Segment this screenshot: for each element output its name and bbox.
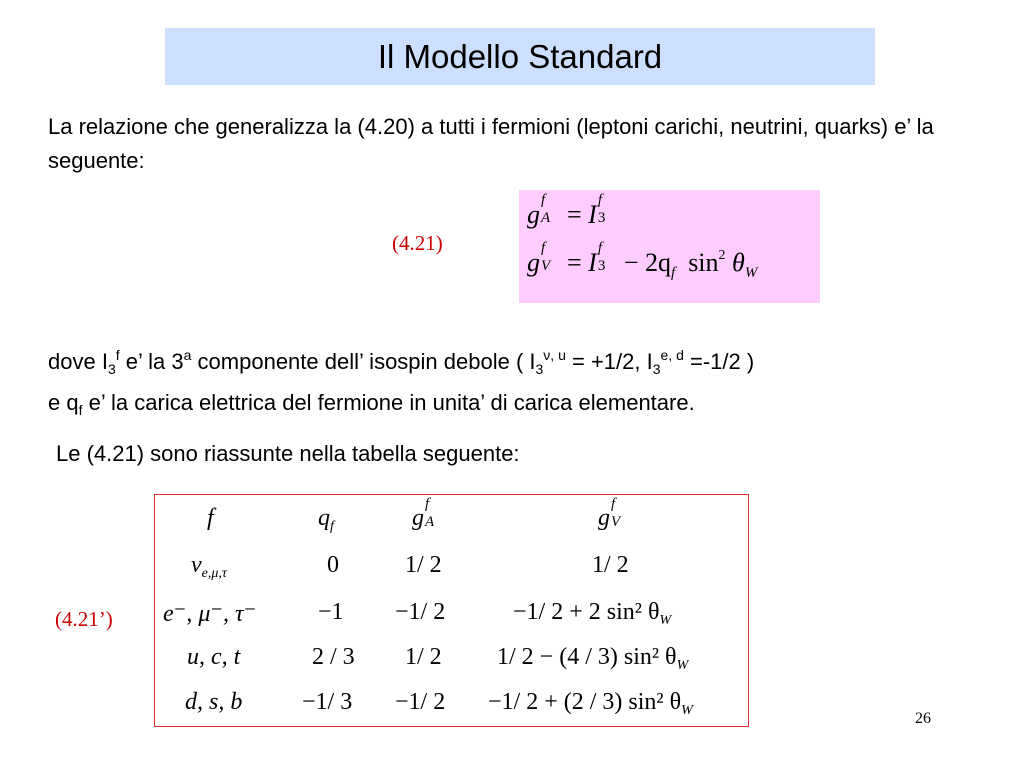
formula-sup: f (597, 192, 603, 208)
header-symbol: q (318, 505, 330, 531)
header-sub: V (611, 514, 621, 530)
table-cell-q: −1 (318, 599, 344, 625)
formula-sup: 2 (718, 248, 726, 263)
formula-eq: = (567, 200, 582, 229)
table-cell-ga: −1/ 2 (395, 599, 446, 625)
formula-symbol: g (527, 248, 540, 277)
text-span: e q (48, 390, 79, 415)
text-sub: 3 (107, 361, 116, 377)
table-cell-q: −1/ 3 (302, 689, 353, 715)
header-sub: f (330, 519, 334, 534)
table-header-f: f (207, 505, 214, 531)
table-cell-gv (513, 599, 671, 629)
table-cell-particle: d, s, b (185, 689, 243, 715)
text-span: = +1/2, I (565, 349, 653, 374)
text-sub: 3 (652, 361, 661, 377)
text-span: e’ la 3 (119, 349, 184, 374)
formula-sub: f (671, 265, 676, 281)
table-cell-particle (191, 552, 227, 582)
text-sup: ν, u (543, 347, 566, 363)
page-number: 26 (915, 710, 931, 727)
equation-label-prime: (4.21’) (55, 607, 113, 631)
text-span: componente dell’ isospin debole ( I (191, 349, 536, 374)
text-span: dove I (48, 349, 108, 374)
text-sub: 3 (535, 361, 544, 377)
formula-symbol: θ (732, 248, 745, 277)
text-sup: f (115, 347, 120, 363)
table-cell-particle: e⁻, μ⁻, τ⁻ (163, 601, 257, 627)
header-sup: f (611, 496, 616, 512)
formula-sub: 3 (597, 258, 606, 274)
text-sup: a (183, 347, 192, 363)
table-header-q (318, 505, 334, 535)
formula-term: − 2q (623, 248, 672, 277)
title-banner (165, 28, 875, 85)
gv-expression: −1/ 2 + (2 / 3) sin² θ (488, 689, 682, 715)
table-cell-q: 2 / 3 (312, 644, 355, 670)
definition-paragraph (48, 338, 1008, 427)
formula-sub: W (744, 265, 758, 281)
table-header-gv (598, 496, 622, 532)
definition-line-1 (48, 338, 1008, 386)
summary-table (154, 494, 749, 727)
slide-title: Il Modello Standard (377, 37, 663, 75)
intro-paragraph: La relazione che generalizza la (4.20) a tutti i fermioni (leptoni carichi, neutrini, quarks) e’ la seguente: (48, 114, 934, 173)
header-symbol: g (598, 505, 610, 531)
table-cell-gv: 1/ 2 (592, 552, 629, 578)
table-intro: Le (4.21) sono riassunte nella tabella seguente: (56, 441, 520, 466)
table-cell-ga: 1/ 2 (405, 552, 442, 578)
text-span: e’ la carica elettrica del fermione in unita’ di carica elementare. (82, 390, 695, 415)
header-sup: f (425, 496, 430, 512)
header-symbol: g (412, 505, 424, 531)
formula-symbol: I (588, 200, 597, 229)
text-span: =-1/2 ) (683, 349, 755, 374)
formula-eq: = (567, 248, 582, 277)
table-cell-q: 0 (327, 552, 339, 578)
formula-sub: A (541, 210, 551, 226)
gv-sub: W (659, 613, 672, 628)
formula-row-ga (527, 192, 611, 230)
gv-sub: W (681, 703, 693, 718)
definition-line-2 (48, 386, 1008, 427)
header-sub: A (425, 514, 435, 530)
table-cell-gv (488, 689, 693, 719)
formula-box (519, 190, 820, 303)
gv-expression: −1/ 2 + 2 sin² θ (513, 599, 660, 625)
table-cell-particle: u, c, t (187, 644, 241, 670)
gv-sub: W (676, 658, 689, 673)
formula-symbol: I (588, 248, 597, 277)
formula-sup: f (597, 240, 603, 256)
formula-symbol: g (527, 200, 540, 229)
formula-sup: f (541, 240, 546, 256)
table-cell-ga: 1/ 2 (405, 644, 442, 670)
formula-sup: f (541, 192, 546, 208)
table-cell-ga: −1/ 2 (395, 689, 446, 715)
formula-func: sin (688, 248, 719, 277)
formula-sub: 3 (597, 210, 606, 226)
text-sub: f (78, 402, 83, 418)
text-sup: e, d (660, 347, 684, 363)
equation-label: (4.21) (392, 231, 443, 255)
particle-symbol: ν (191, 552, 202, 578)
gv-expression: 1/ 2 − (4 / 3) sin² θ (497, 644, 677, 670)
particle-sub: e,μ,τ (201, 566, 227, 581)
formula-sub: V (541, 258, 551, 274)
table-header-ga (412, 496, 436, 532)
formula-row-gv (527, 240, 758, 282)
table-cell-gv (497, 644, 688, 674)
